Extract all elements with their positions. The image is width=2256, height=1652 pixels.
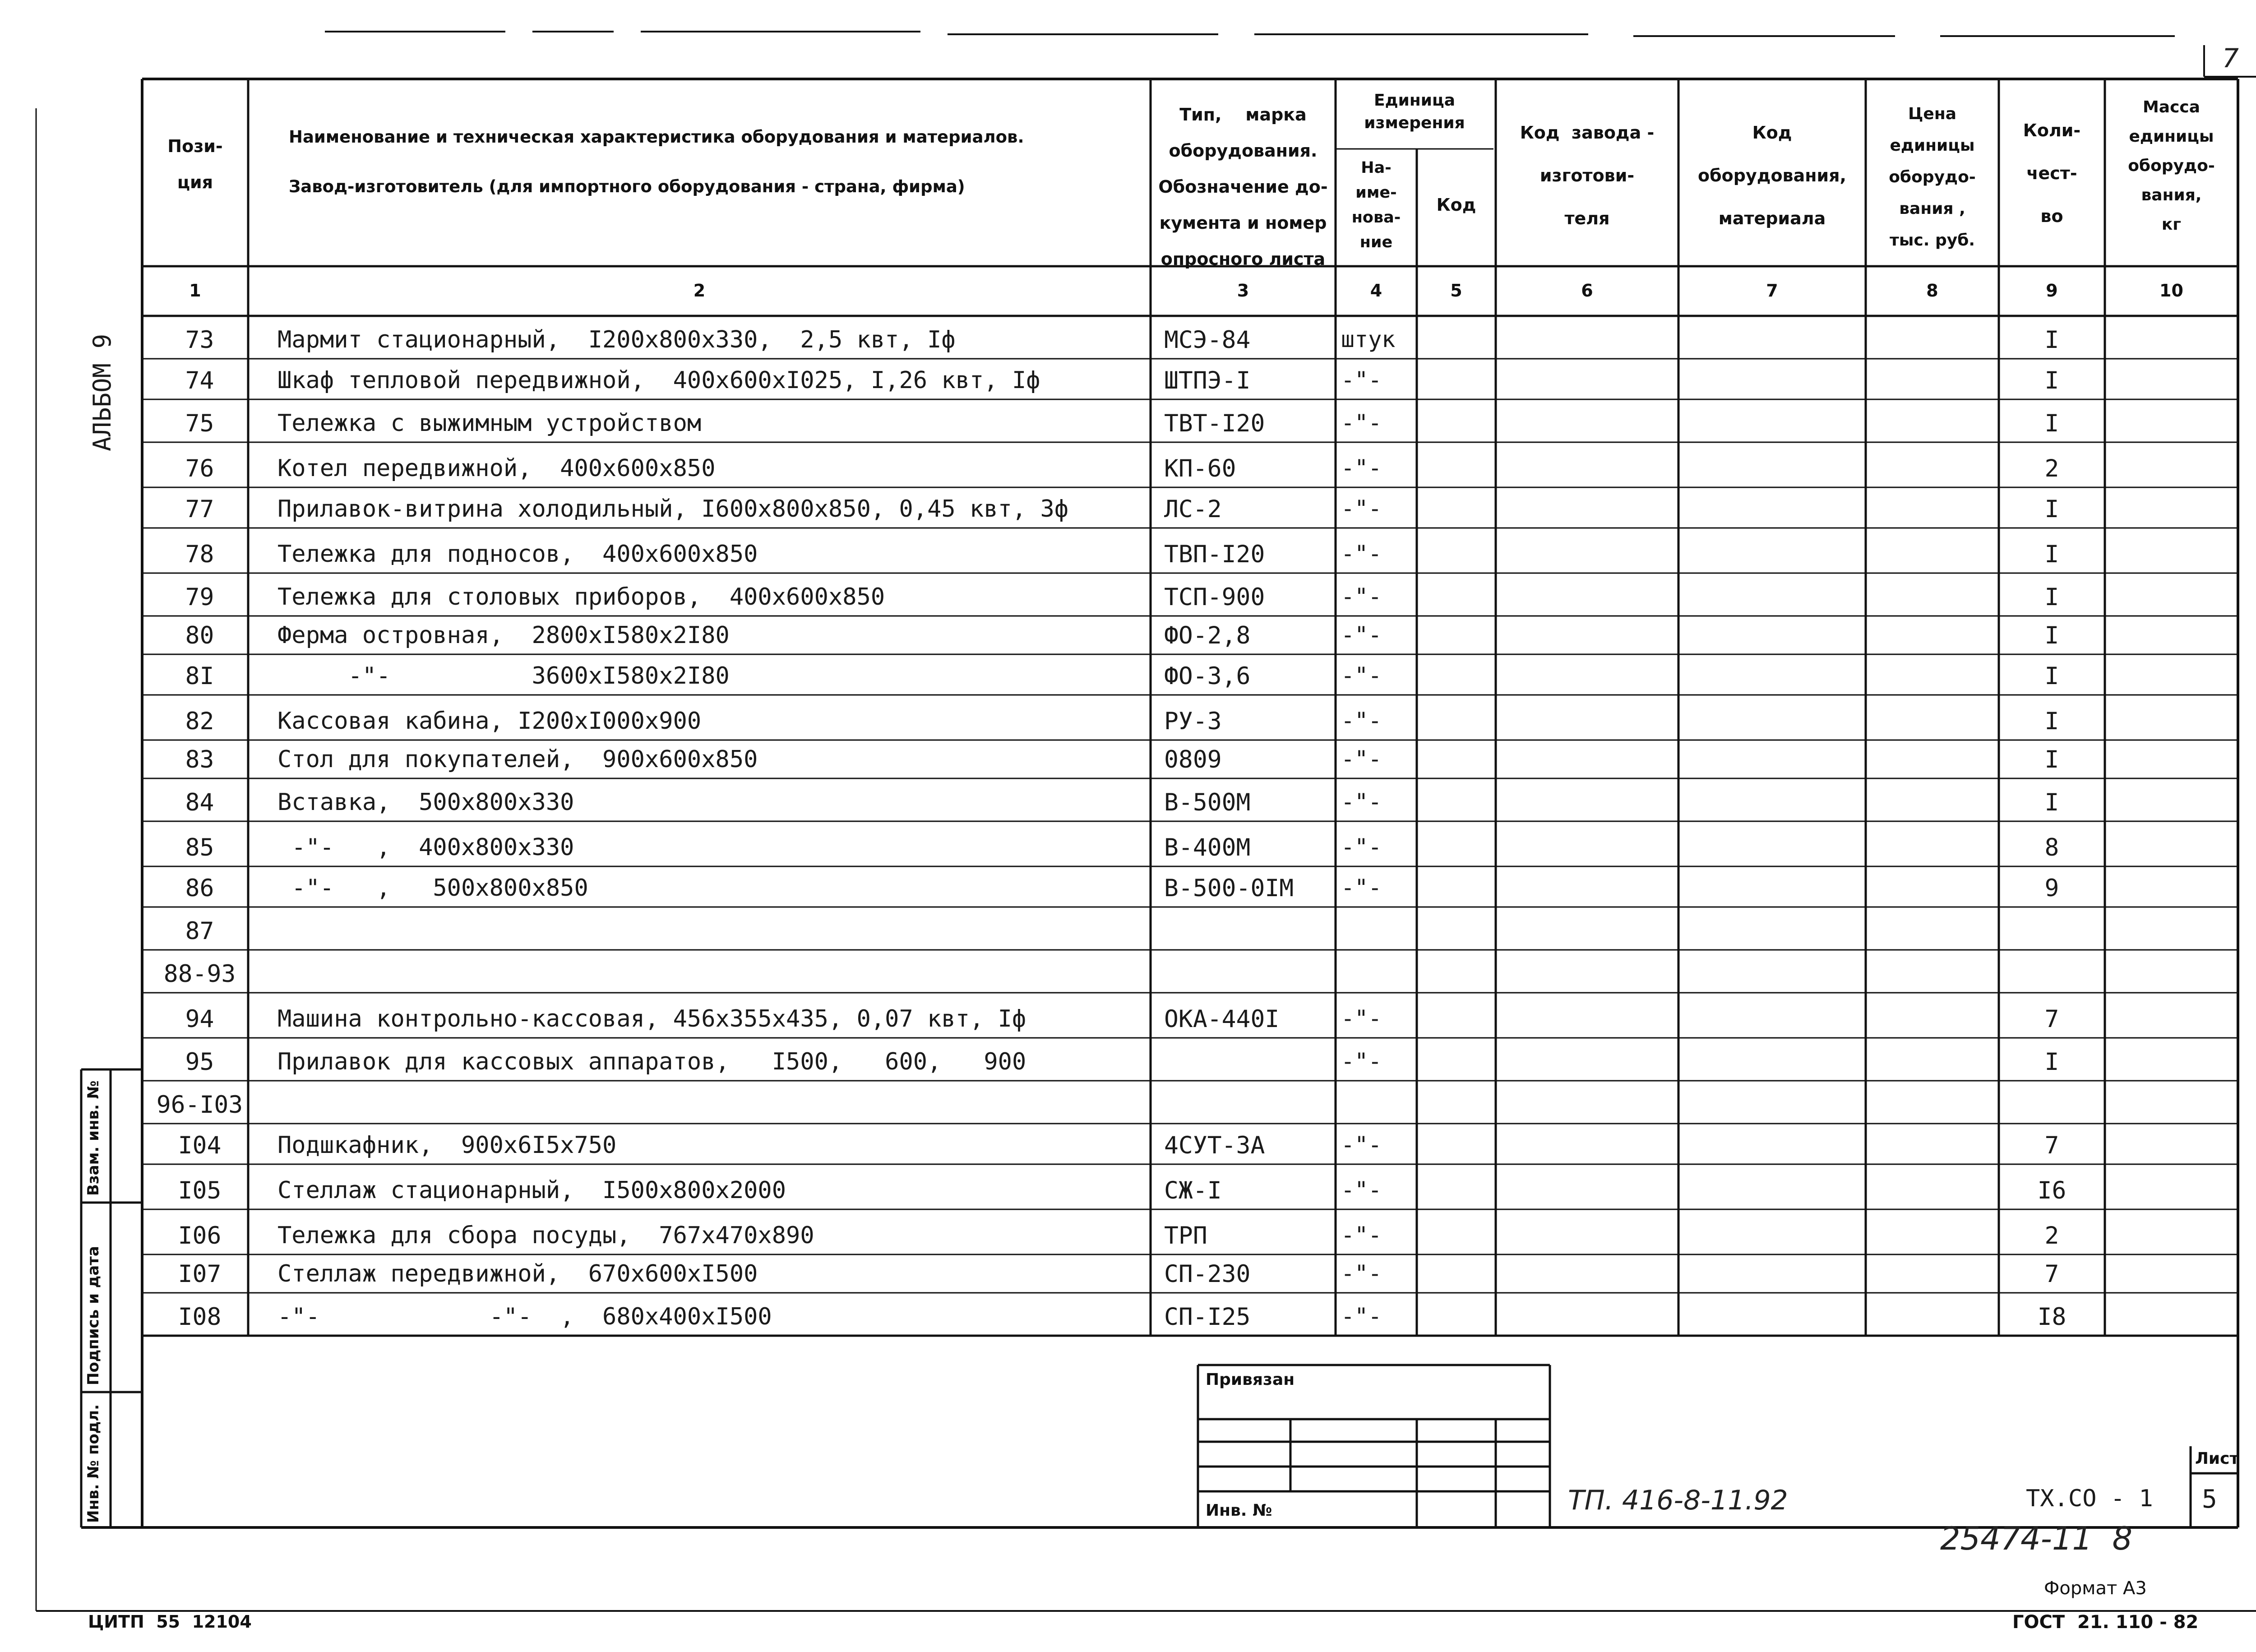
privyazan-label: Привязан	[1206, 1370, 1295, 1389]
row-position: 82	[185, 708, 214, 735]
sheet-label: Лист	[2195, 1449, 2239, 1468]
row-type: В-500-0IМ	[1164, 875, 1294, 902]
row-quantity: I	[2044, 662, 2059, 690]
header-unit-name-line-4: ние	[1359, 233, 1393, 251]
row-name: Подшкафник, 900x6I5x750	[277, 1132, 617, 1159]
header-type-line-4: кумента и номер	[1159, 213, 1327, 233]
row-quantity: 9	[2044, 875, 2059, 902]
row-type: ТВТ-I20	[1164, 410, 1265, 437]
column-number-7: 7	[1766, 281, 1778, 301]
row-quantity: I	[2044, 622, 2059, 649]
row-type: В-400М	[1164, 834, 1251, 861]
header-equipment-code-line-3: материала	[1718, 208, 1826, 228]
column-number-5: 5	[1450, 281, 1462, 301]
row-unit: -"-	[1341, 662, 1382, 689]
row-name: Ферма островная, 2800xI580x2I80	[277, 622, 730, 649]
row-quantity: I	[2044, 708, 2059, 735]
row-name: Кассовая кабина, I200xI000x900	[277, 708, 702, 735]
row-position: 77	[185, 495, 214, 523]
row-position: 85	[185, 834, 214, 861]
row-name: Шкаф тепловой передвижной, 400x600xI025, I,26 квт, Iф	[277, 367, 1040, 394]
column-number-8: 8	[1926, 281, 1938, 301]
row-quantity: 7	[2044, 1132, 2059, 1159]
row-name: -"- , 400x800x330	[277, 834, 574, 861]
column-number-6: 6	[1581, 281, 1593, 301]
header-equipment-code-line-1: Код	[1752, 123, 1792, 143]
row-name: Стол для покупателей, 900x600x850	[277, 746, 758, 773]
header-factory-code-line-2: изготови-	[1539, 166, 1635, 185]
header-type-line-2: оборудования.	[1169, 141, 1318, 161]
row-unit: -"-	[1341, 410, 1382, 436]
header-unit-name-line-2: име-	[1355, 184, 1397, 202]
row-unit: -"-	[1341, 583, 1382, 610]
row-quantity: I	[2044, 583, 2059, 611]
row-quantity: I	[2044, 541, 2059, 568]
row-quantity: 7	[2044, 1260, 2059, 1288]
row-type: ТСП-900	[1164, 583, 1265, 611]
row-quantity: I	[2044, 1048, 2059, 1076]
row-position: 86	[185, 875, 214, 902]
header-type-line-5: опросного листа	[1160, 249, 1326, 269]
row-type: 0809	[1164, 746, 1222, 773]
row-unit: -"-	[1341, 746, 1382, 772]
format-label: Формат А3	[2044, 1578, 2147, 1599]
header-quantity-line-3: во	[2040, 206, 2063, 226]
row-position: I04	[178, 1132, 222, 1159]
row-type: СП-I25	[1164, 1303, 1251, 1331]
row-name: Вставка, 500x800x330	[277, 789, 574, 816]
inv-no-label: Инв. №	[1206, 1501, 1272, 1520]
column-number-3: 3	[1237, 281, 1249, 301]
row-position: I08	[178, 1303, 222, 1331]
row-type: В-500М	[1164, 789, 1251, 816]
header-price-line-1: Цена	[1908, 105, 1956, 123]
header-price-line-3: оборудо-	[1889, 168, 1976, 186]
header-unit-group-line-2: измерения	[1364, 114, 1465, 132]
header-price-line-5: тыс. руб.	[1889, 231, 1975, 250]
row-unit: -"-	[1341, 455, 1382, 481]
row-name: Стеллаж передвижной, 670x600xI500	[277, 1260, 758, 1287]
row-name: Тележка с выжимным устройством	[277, 410, 702, 437]
row-name: Прилавок для кассовых аппаратов, I500, 600, 900	[277, 1048, 1026, 1075]
header-price-line-4: вания ,	[1899, 199, 1965, 218]
bottom-left-code: ЦИТП 55 12104	[88, 1612, 252, 1632]
row-quantity: I	[2044, 789, 2059, 816]
column-number-2: 2	[693, 281, 706, 301]
row-unit: -"-	[1341, 1132, 1382, 1158]
row-quantity: I6	[2037, 1177, 2066, 1204]
row-quantity: I	[2044, 367, 2059, 394]
row-type: ОКА-440I	[1164, 1005, 1280, 1033]
row-type: КП-60	[1164, 455, 1236, 482]
row-unit: -"-	[1341, 622, 1382, 648]
row-position: 79	[185, 583, 214, 611]
row-type: ФО-3,6	[1164, 662, 1251, 690]
row-unit: -"-	[1341, 1303, 1382, 1329]
row-position: I06	[178, 1222, 222, 1249]
row-position: 75	[185, 410, 214, 437]
column-number-9: 9	[2046, 281, 2058, 301]
side-stamp-inv-podl: Инв. № подл.	[84, 1404, 102, 1523]
row-position: 94	[185, 1005, 214, 1033]
row-unit: -"-	[1341, 1048, 1382, 1074]
row-unit: -"-	[1341, 708, 1382, 734]
row-type: ТРП	[1164, 1222, 1207, 1249]
row-type: ЛС-2	[1164, 495, 1222, 523]
column-number-10: 10	[2159, 281, 2183, 301]
header-mass-line-3: оборудо-	[2128, 157, 2215, 175]
header-quantity-line-2: чест-	[2026, 163, 2077, 183]
row-position: I07	[178, 1260, 222, 1288]
row-unit: штук	[1341, 326, 1396, 352]
corner-page-number: 7	[2222, 43, 2239, 74]
header-position-line-2: ция	[177, 172, 213, 192]
row-name: Тележка для подносов, 400x600x850	[277, 541, 758, 568]
header-type-line-3: Обозначение до-	[1158, 177, 1328, 197]
row-name: Мармит стационарный, I200x800x330, 2,5 квт, Iф	[277, 326, 956, 353]
row-type: СЖ-I	[1164, 1177, 1222, 1204]
row-type: МСЭ-84	[1164, 326, 1251, 354]
row-position: 84	[185, 789, 214, 816]
column-number-1: 1	[189, 281, 201, 301]
row-type: 4СУТ-3А	[1164, 1132, 1265, 1159]
header-unit-code-line-1: Код	[1436, 195, 1476, 215]
row-position: 88-93	[163, 960, 236, 988]
header-unit-group-line-1: Единица	[1374, 91, 1455, 110]
row-position: 83	[185, 746, 214, 773]
row-quantity: I8	[2037, 1303, 2066, 1331]
header-name-line-2: Завод-изготовитель (для импортного оборудования - страна, фирма)	[289, 177, 965, 196]
row-position: 80	[185, 622, 214, 649]
row-unit: -"-	[1341, 789, 1382, 815]
row-name: Стеллаж стационарный, I500x800x2000	[277, 1177, 786, 1204]
row-name: -"- -"- , 680x400xI500	[277, 1303, 772, 1330]
project-code: ТП. 416-8-11.92	[1568, 1485, 1788, 1516]
row-name: -"- , 500x800x850	[277, 875, 588, 902]
row-position: 78	[185, 541, 214, 568]
row-quantity: I	[2044, 746, 2059, 773]
row-quantity: I	[2044, 326, 2059, 354]
column-number-4: 4	[1370, 281, 1382, 301]
row-unit: -"-	[1341, 1222, 1382, 1248]
header-quantity-line-1: Коли-	[2023, 120, 2081, 140]
row-unit: -"-	[1341, 875, 1382, 901]
row-position: 96-I03	[156, 1091, 243, 1119]
row-type: ТВП-I20	[1164, 541, 1265, 568]
sheet-number: 5	[2202, 1485, 2217, 1514]
row-name: Прилавок-витрина холодильный, I600x800x850, 0,45 квт, 3ф	[277, 495, 1069, 523]
header-unit-name-line-3: нова-	[1351, 208, 1401, 227]
row-position: 95	[185, 1048, 214, 1076]
header-unit-name-line-1: На-	[1361, 159, 1392, 177]
row-type: РУ-3	[1164, 708, 1222, 735]
row-name: Тележка для сбора посуды, 767x470x890	[277, 1222, 814, 1249]
header-mass-line-1: Масса	[2142, 98, 2201, 116]
row-unit: -"-	[1341, 1260, 1382, 1286]
header-mass-line-5: кг	[2161, 215, 2182, 234]
row-unit: -"-	[1341, 367, 1382, 393]
header-price-line-2: единицы	[1890, 136, 1975, 155]
row-quantity: 7	[2044, 1005, 2059, 1033]
row-unit: -"-	[1341, 1177, 1382, 1203]
doc-code: ТХ.СО - 1	[2026, 1485, 2153, 1512]
row-unit: -"-	[1341, 1005, 1382, 1032]
row-name: -"- 3600xI580x2I80	[277, 662, 730, 689]
row-name: Машина контрольно-кассовая, 456x355x435, 0,07 квт, Iф	[277, 1005, 1026, 1032]
row-position: 87	[185, 917, 214, 945]
row-quantity: I	[2044, 495, 2059, 523]
row-type: ФО-2,8	[1164, 622, 1251, 649]
side-stamp-podpis-data: Подпись и дата	[84, 1246, 102, 1385]
row-quantity: 8	[2044, 834, 2059, 861]
row-unit: -"-	[1341, 834, 1382, 860]
row-quantity: I	[2044, 410, 2059, 437]
row-position: 74	[185, 367, 214, 394]
archive-number: 25474-11 8	[1940, 1520, 2133, 1557]
row-name: Котел передвижной, 400x600x850	[277, 455, 716, 482]
header-mass-line-4: вания,	[2141, 186, 2202, 204]
side-stamp-vzam-inv: Взам. инв. №	[84, 1080, 102, 1196]
row-type: СП-230	[1164, 1260, 1251, 1288]
header-type-line-1: Тип, марка	[1179, 105, 1307, 125]
row-quantity: 2	[2044, 455, 2059, 482]
row-position: I05	[178, 1177, 222, 1204]
row-position: 73	[185, 326, 214, 354]
row-type: ШТПЭ-I	[1164, 367, 1251, 394]
row-position: 8I	[185, 662, 214, 690]
header-factory-code-line-3: теля	[1564, 208, 1610, 228]
row-position: 76	[185, 455, 214, 482]
header-name-line-1: Наименование и техническая характеристика оборудования и материалов.	[289, 127, 1024, 147]
row-unit: -"-	[1341, 495, 1382, 522]
header-position-line-1: Пози-	[167, 136, 223, 156]
row-unit: -"-	[1341, 541, 1382, 567]
row-quantity: 2	[2044, 1222, 2059, 1249]
header-equipment-code-line-2: оборудования,	[1698, 166, 1846, 185]
header-mass-line-2: единицы	[2129, 127, 2214, 146]
gost-reference: ГОСТ 21. 110 - 82	[2012, 1612, 2199, 1633]
album-label: АЛЬБОМ 9	[88, 333, 116, 451]
header-factory-code-line-1: Код завода -	[1520, 123, 1655, 143]
row-name: Тележка для столовых приборов, 400x600x850	[277, 583, 885, 611]
